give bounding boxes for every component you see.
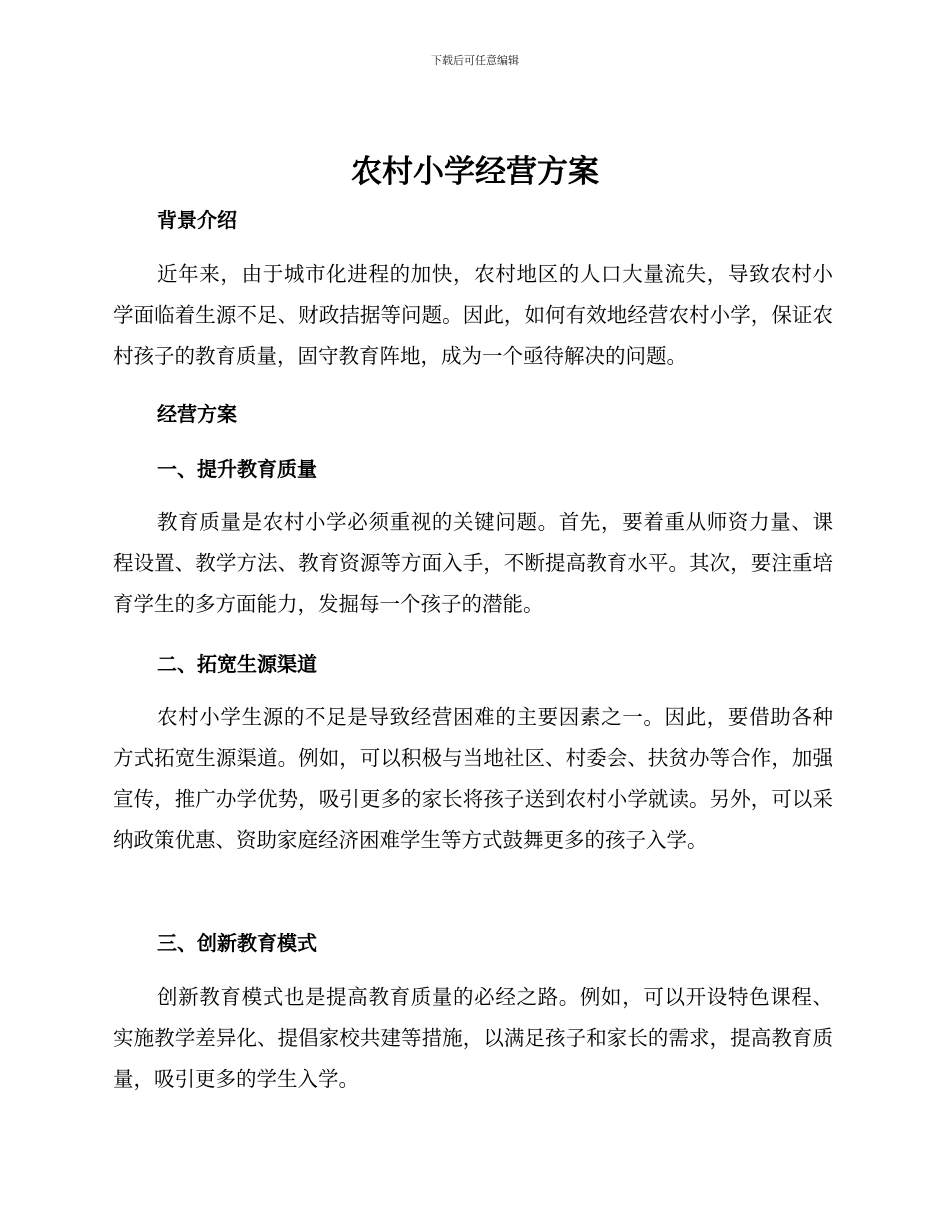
paragraph-background: 近年来，由于城市化进程的加快，农村地区的人口大量流失，导致农村小学面临着生源不足、财政拮据等问题。因此，如何有效地经营农村小学，保证农村孩子的教育质量，固守教育阵地，成为一个亟待解决的问题。 — [113, 262, 833, 368]
paragraph-innovation: 创新教育模式也是提高教育质量的必经之路。例如，可以开设特色课程、实施教学差异化、提倡家校共建等措施，以满足孩子和家长的需求，提高教育质量，吸引更多的学生入学。 — [113, 985, 833, 1091]
paragraph-quality: 教育质量是农村小学必须重视的关键问题。首先，要着重从师资力量、课程设置、教学方法、教育资源等方面入手，不断提高教育水平。其次，要注重培育学生的多方面能力，发掘每一个孩子的潜能。 — [113, 510, 833, 616]
header-note: 下载后可任意编辑 — [431, 54, 519, 67]
section-heading-enrollment: 二、拓宽生源渠道 — [157, 652, 317, 676]
section-heading-innovation: 三、创新教育模式 — [157, 931, 317, 955]
section-heading-quality: 一、提升教育质量 — [157, 457, 317, 481]
document-title: 农村小学经营方案 — [351, 154, 599, 190]
paragraph-enrollment: 农村小学生源的不足是导致经营困难的主要因素之一。因此，要借助各种方式拓宽生源渠道。例如，可以积极与当地社区、村委会、扶贫办等合作，加强宣传，推广办学优势，吸引更多的家长将孩子送到农村小学就读。另外，可以采纳政策优惠、资助家庭经济困难学生等方式鼓舞更多的孩子入学。 — [113, 705, 833, 852]
section-heading-plan: 经营方案 — [157, 402, 237, 426]
section-heading-background: 背景介绍 — [157, 208, 237, 232]
